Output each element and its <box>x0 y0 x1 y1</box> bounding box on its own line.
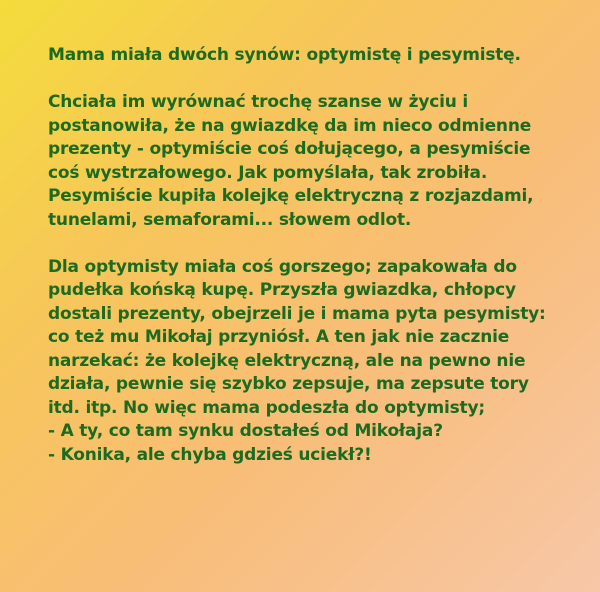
paragraph-line: dostali prezenty, obejrzeli je i mama pyta pesymisty: <box>48 303 546 324</box>
dialogue-line-question: - A ty, co tam synku dostałeś od Mikołaja? <box>48 421 443 441</box>
paragraph-spacer <box>48 68 570 92</box>
joke-paragraph-1 <box>48 91 570 232</box>
paragraph-spacer <box>48 232 570 256</box>
paragraph-line: tunelami, semaforami... słowem odlot. <box>48 209 412 230</box>
dialogue-line-answer: - Konika, ale chyba gdzieś uciekł?! <box>48 444 372 465</box>
paragraph-line: Dla optymisty miała coś gorszego; zapakowała do <box>48 256 517 277</box>
paragraph-line: coś wystrzałowego. Jak pomyślała, tak zrobiła. <box>48 162 488 183</box>
joke-text <box>48 44 570 467</box>
paragraph-line: pudełka końską kupę. Przyszła gwiazdka, chłopcy <box>48 280 516 300</box>
paragraph-line: narzekać: że kolejkę elektryczną, ale na pewno nie <box>48 350 526 371</box>
paragraph-line: działa, pewnie się szybko zepsuje, ma zepsute tory <box>48 374 529 394</box>
paragraph-line: co też mu Mikołaj przyniósł. A ten jak nie zacznie <box>48 327 510 347</box>
paragraph-line: Pesymiście kupiła kolejkę elektryczną z rozjazdami, <box>48 186 534 206</box>
paragraph-line: prezenty - optymiście coś dołującego, a pesymiście <box>48 139 531 159</box>
paragraph-line: itd. itp. No więc mama podeszła do optymisty; <box>48 397 485 418</box>
joke-paragraph-2 <box>48 256 570 468</box>
joke-title: Mama miała dwóch synów: optymistę i pesymistę. <box>48 45 521 65</box>
paragraph-line: Chciała im wyrównać trochę szanse w życiu i <box>48 92 468 112</box>
paragraph-line: postanowiła, że na gwiazdkę da im nieco odmienne <box>48 115 532 136</box>
